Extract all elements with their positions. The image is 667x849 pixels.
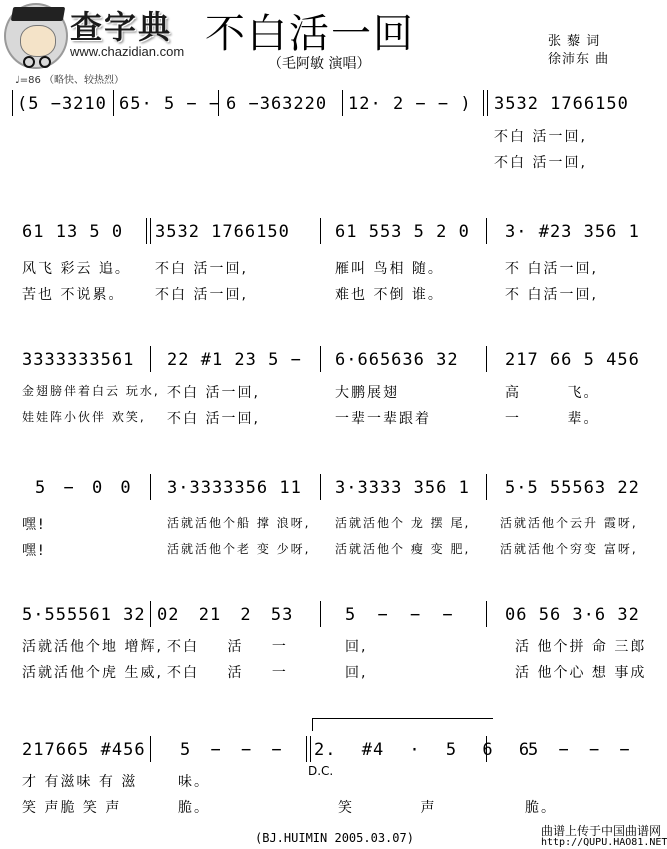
measure: 5·5 55563 22 xyxy=(505,478,640,498)
measure: 5 − − − xyxy=(528,740,631,760)
measure: 6·665636 32 xyxy=(335,350,459,370)
lyric-line-2: 活就活他个老 变 少呀, xyxy=(167,542,311,556)
site-url[interactable]: www.chazidian.com xyxy=(70,44,185,59)
transcriber-footer: (BJ.HUIMIN 2005.03.07) xyxy=(255,831,414,845)
lyric-line-1: 不白 活一回, xyxy=(167,385,260,401)
lyric-line-1: 高 飞。 xyxy=(505,385,600,401)
lyric-line-1: 不白 活一回, xyxy=(155,261,248,277)
measure: 3·3333 356 1 xyxy=(335,478,470,498)
measure: 217 66 5 456 xyxy=(505,350,640,370)
measure: 3· #23 356 1 xyxy=(505,222,640,242)
lyric-line-2: 一辈一辈跟着 xyxy=(335,411,431,427)
lyric-line-1: 嘿! xyxy=(22,517,46,533)
measure: 3532 1766150 xyxy=(155,222,290,242)
second-ending-bracket xyxy=(312,718,493,731)
lyric-line-1: 活就活他个地 增辉, xyxy=(22,639,163,655)
lyric-line-2: 一 辈。 xyxy=(505,411,600,427)
lyric-line-2: 笑 声脆 笑 声 xyxy=(22,800,122,816)
lyricist-credit: 张 藜 词 xyxy=(548,34,601,49)
measure: 3·3333356 11 xyxy=(167,478,302,498)
lyric-line-1: 风飞 彩云 追。 xyxy=(22,261,131,277)
dc-marking: D.C. xyxy=(308,764,334,778)
lyric-line-1: 大鹏展翅 xyxy=(335,385,399,401)
lyric-line-2: 活就活他个虎 生威, xyxy=(22,665,163,681)
lyric-line-1: 不 白活一回, xyxy=(505,261,598,277)
lyric-line-1: 活 他个拼 命 三郎 xyxy=(515,639,647,655)
lyric-line-2: 不白 活一回, xyxy=(167,411,260,427)
lyric-line-1: 不白 活 一 xyxy=(167,639,288,655)
lyric-line-1: 活就活他个船 撑 浪呀, xyxy=(167,516,311,530)
measure: 02 21 2 53 xyxy=(157,605,294,625)
measure: (5 −3210 xyxy=(17,94,107,114)
site-logo[interactable] xyxy=(0,0,200,72)
source-url[interactable]: http://QUPU.HAO81.NET xyxy=(541,837,667,848)
lyric-line-2: 嘿! xyxy=(22,543,46,559)
lyric-line-2: 娃娃阵小伙伴 欢笑, xyxy=(22,410,146,424)
lyric-line-2: 笑 声 xyxy=(338,800,437,816)
measure: 22 #1 23 5 − xyxy=(167,350,302,370)
lyric-line-1: 金翅膀伴着白云 玩水, xyxy=(22,384,160,398)
mascot-graduate-icon xyxy=(4,3,68,69)
song-title: 不白活一回 xyxy=(205,11,415,57)
lyric-line-1: 回, xyxy=(345,639,368,655)
lyric-line-2: 苦也 不说累。 xyxy=(22,287,125,303)
lyric-line-1: 才 有滋味 有 滋 xyxy=(22,774,138,790)
measure: 61 553 5 2 0 xyxy=(335,222,470,242)
lyric-line-2: 活 他个心 想 事成 xyxy=(515,665,647,681)
lyric-line-1: 雁叫 鸟相 随。 xyxy=(335,261,444,277)
measure: 3333333561 xyxy=(22,350,135,370)
measure: 5 − 0 0 xyxy=(35,478,132,498)
lyric-line-2: 难也 不倒 谁。 xyxy=(335,287,444,303)
measure: 12· 2 − − ) xyxy=(348,94,472,114)
measure: 61 13 5 0 xyxy=(22,222,124,242)
measure: 3532 1766150 xyxy=(494,94,629,114)
lyric-line-2: 回, xyxy=(345,665,368,681)
measure: 5 − − − xyxy=(180,740,283,760)
lyric-line-2: 活就活他个穷变 富呀, xyxy=(500,542,638,556)
measure: 5·555561 32 xyxy=(22,605,146,625)
tempo-marking: ♩=86 （略快、较热烈） xyxy=(15,75,124,86)
performer: （毛阿敏 演唱） xyxy=(268,56,371,72)
lyric-line-1: 活就活他个云升 霞呀, xyxy=(500,516,638,530)
lyric-line-2: 活就活他个 瘦 变 肥, xyxy=(335,542,471,556)
source-text: 曲谱上传于中国曲谱网 xyxy=(541,824,662,838)
measure: 6 −363220 xyxy=(226,94,328,114)
lyric-line-2: 不白 活 一 xyxy=(167,665,288,681)
lyric-line-2: 不白 活一回, xyxy=(155,287,248,303)
measure: 217665 #456 xyxy=(22,740,146,760)
measure: 2. #4 · 5 6 6 xyxy=(314,740,531,760)
lyric-line-1: 味。 xyxy=(178,774,210,790)
lyric-line-2: 不 白活一回, xyxy=(505,287,598,303)
lyric-line-1: 不白 活一回, xyxy=(494,129,587,145)
lyric-line-2: 不白 活一回, xyxy=(494,155,587,171)
measure: 5 − − − xyxy=(345,605,454,625)
lyric-line-1: 活就活他个 龙 摆 尾, xyxy=(335,516,471,530)
lyric-line-2: 脆。 xyxy=(178,800,210,816)
measure: 06 56 3·6 32 xyxy=(505,605,640,625)
measure: 65· 5 − − xyxy=(119,94,221,114)
composer-credit: 徐沛东 曲 xyxy=(548,52,610,67)
lyric-line-2: 脆。 xyxy=(525,800,557,816)
site-name: 查字典 xyxy=(70,8,173,46)
